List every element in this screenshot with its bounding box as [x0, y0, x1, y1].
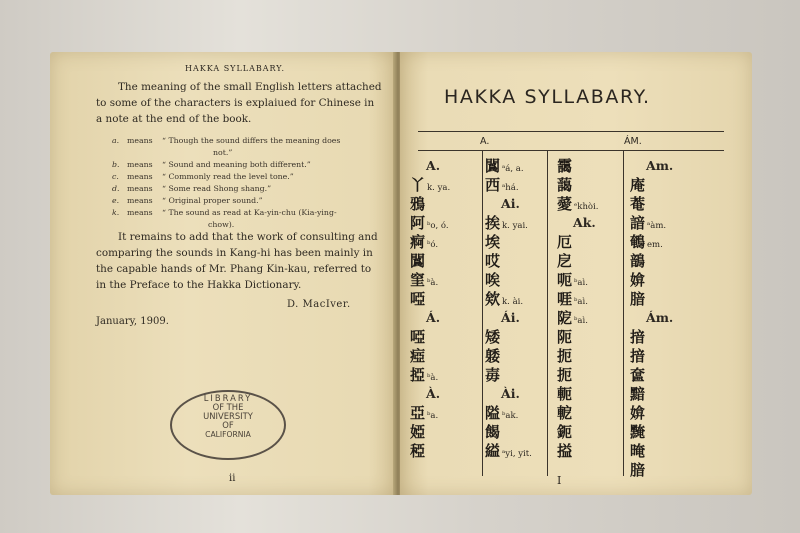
syllable-column-3 [557, 156, 598, 460]
chinese-character: 隘 [485, 404, 501, 422]
character-entry [557, 156, 598, 175]
signature: D. MacIver. [287, 299, 351, 310]
character-entry [630, 384, 673, 403]
chinese-character: 菴 [630, 195, 646, 213]
character-entry [630, 289, 673, 308]
column-divider [547, 150, 548, 476]
character-entry [557, 441, 598, 460]
character-entry [630, 213, 673, 232]
chinese-character: 啞 [410, 290, 426, 308]
chinese-character: 搤 [557, 442, 573, 460]
chinese-character: 奩 [630, 366, 646, 384]
chinese-character: 軶 [557, 404, 573, 422]
chinese-character: 阿 [410, 214, 426, 232]
intro-line-3: a note at the end of the book. [96, 113, 252, 125]
character-entry [485, 403, 532, 422]
character-entry [485, 441, 532, 460]
character-entry [630, 327, 673, 346]
character-entry [485, 289, 532, 308]
header-right: ÁM. [624, 136, 642, 147]
syllable-heading: Ak. [573, 215, 596, 230]
romanization: ᵉkhòi. [574, 202, 599, 212]
syllable-heading: Ài. [501, 386, 520, 401]
chinese-character: 鴉 [410, 195, 426, 213]
legend-means: means [127, 184, 153, 193]
character-entry [557, 308, 598, 327]
chinese-character: 藹 [557, 176, 573, 194]
character-entry [485, 175, 532, 194]
stamp-line: LIBRARY [203, 393, 253, 403]
chinese-character: 阸 [557, 309, 573, 327]
character-entry [485, 327, 532, 346]
romanization: ᵇak. [502, 411, 519, 421]
intro-line-1: The meaning of the small English letters attached [118, 81, 382, 93]
closing-line-2: comparing the sounds in Kang-hi has been mainly in [96, 247, 373, 259]
intro-line-2: to some of the characters is explaiued for Chinese in [96, 97, 375, 109]
character-entry [410, 422, 450, 441]
character-entry [485, 232, 532, 251]
closing-line-3: the capable hands of Mr. Phang Kin-kau, referred to [96, 263, 372, 275]
running-head: HAKKA SYLLABARY. [185, 64, 286, 73]
syllable-heading: À. [426, 386, 441, 401]
character-entry [630, 232, 673, 251]
character-entry [485, 346, 532, 365]
syllable-heading: A. [426, 158, 441, 173]
chinese-character: 媕 [630, 271, 646, 289]
stamp-line: OF THE [212, 402, 244, 412]
chinese-character: 鶕 [630, 252, 646, 270]
romanization: ᵃyi, yit. [502, 449, 532, 459]
character-entry [630, 346, 673, 365]
chinese-character: 婭 [410, 423, 426, 441]
romanization: ᵇà. [427, 373, 439, 383]
character-entry [557, 365, 598, 384]
character-entry [410, 213, 450, 232]
legend-means: means [127, 208, 153, 217]
stamp-line: CALIFORNIA [205, 430, 251, 439]
legend-letter: k. [112, 208, 120, 217]
character-entry [557, 270, 598, 289]
romanization: ᵃàm. [647, 221, 667, 231]
character-entry [557, 384, 598, 403]
character-entry [410, 251, 450, 270]
date: January, 1909. [96, 316, 169, 327]
romanization: em. [647, 240, 663, 250]
chinese-character: 厄 [557, 233, 573, 251]
character-entry [410, 365, 450, 384]
chinese-character: 毐 [485, 366, 501, 384]
chinese-character: 掗 [410, 366, 426, 384]
closing-line-1: It remains to add that the work of consulting and [118, 231, 378, 243]
chinese-character: 腤 [630, 290, 646, 308]
chinese-character: 靄 [557, 157, 573, 175]
legend-text: “ Commonly read the level tone.” [162, 172, 294, 181]
character-entry [557, 346, 598, 365]
character-entry [557, 403, 598, 422]
romanization: ᵇó. [427, 240, 439, 250]
character-entry [557, 422, 598, 441]
character-entry [410, 441, 450, 460]
chinese-character: 阨 [557, 328, 573, 346]
header-left: A. [480, 136, 490, 147]
library-stamp [170, 390, 286, 460]
legend-letter: e. [112, 196, 120, 205]
legend-text: “ Original proper sound.” [162, 196, 263, 205]
romanization: ᵇaì. [574, 297, 588, 307]
chinese-character: 扼 [557, 347, 573, 365]
romanization: ᵃá, a. [502, 164, 524, 174]
legend-means: means [127, 136, 153, 145]
legend-letter: d. [112, 184, 120, 193]
character-entry [630, 441, 673, 460]
chinese-character: 亞 [410, 404, 426, 422]
header-rule-top [418, 131, 724, 132]
legend-means: means [127, 196, 153, 205]
character-entry [630, 175, 673, 194]
chinese-character: 呃 [557, 271, 573, 289]
chinese-character: 扼 [557, 366, 573, 384]
chinese-character: 躷 [485, 347, 501, 365]
character-entry [557, 289, 598, 308]
chinese-character: 痾 [410, 233, 426, 251]
syllable-heading: Ai. [501, 196, 520, 211]
chinese-character: 哎 [485, 252, 501, 270]
romanization: k. ya. [427, 183, 451, 193]
chinese-character: 䦱 [410, 252, 426, 270]
syllable-column-2 [485, 156, 532, 460]
character-entry [410, 270, 450, 289]
character-entry [410, 346, 450, 365]
character-entry [485, 365, 532, 384]
character-entry [557, 194, 598, 213]
romanization: ᵇo, ó. [427, 221, 449, 231]
character-entry [630, 403, 673, 422]
chinese-character: 媕 [630, 404, 646, 422]
romanization: ᵇaì. [574, 316, 588, 326]
syllable-column-4 [630, 156, 673, 479]
legend-text: “ Some read Shong shang.” [162, 184, 272, 193]
chinese-character: 啀 [557, 290, 573, 308]
closing-line-4: in the Preface to the Hakka Dictionary. [96, 279, 302, 291]
chinese-character: 䦱 [485, 157, 501, 175]
chinese-character: 黤 [630, 423, 646, 441]
stamp-line: UNIVERSITY [203, 411, 253, 421]
chinese-character: 揞 [630, 328, 646, 346]
character-entry [410, 194, 450, 213]
character-entry [630, 194, 673, 213]
character-entry [557, 251, 598, 270]
character-entry [630, 422, 673, 441]
legend-text: chow). [208, 220, 235, 229]
character-entry [630, 460, 673, 479]
chinese-character: 欸 [485, 290, 501, 308]
syllable-column-1 [410, 156, 450, 460]
chinese-character: 鵪 [630, 233, 646, 251]
header-rule-bottom [418, 150, 724, 151]
character-entry [485, 213, 532, 232]
character-entry [485, 251, 532, 270]
character-entry [485, 156, 532, 175]
romanization: ᵇa. [427, 411, 439, 421]
legend-means: means [127, 160, 153, 169]
legend-means: means [127, 172, 153, 181]
chinese-character: 諳 [630, 214, 646, 232]
legend-letter: c. [112, 172, 119, 181]
romanization: ᵇà. [427, 278, 439, 288]
character-entry [630, 251, 673, 270]
character-entry [557, 175, 598, 194]
character-entry [410, 175, 450, 194]
syllable-heading: Ám. [646, 310, 674, 325]
stamp-line: OF [222, 420, 234, 430]
character-entry [410, 289, 450, 308]
character-entry [630, 365, 673, 384]
legend-text: “ Sound and meaning both different.” [162, 160, 311, 169]
chinese-character: 啞 [410, 328, 426, 346]
syllable-heading: Á. [426, 310, 441, 325]
chinese-character: 唉 [485, 271, 501, 289]
character-entry [557, 327, 598, 346]
chinese-character: 黯 [630, 385, 646, 403]
chinese-character: 稏 [410, 442, 426, 460]
chinese-character: 矮 [485, 328, 501, 346]
chinese-character: 戹 [557, 252, 573, 270]
character-entry [557, 232, 598, 251]
legend-text: “ Though the sound differs the meaning does [162, 136, 341, 145]
chinese-character: 丫 [410, 176, 426, 194]
character-entry [485, 422, 532, 441]
column-divider [623, 150, 624, 476]
chinese-character: 晻 [630, 442, 646, 460]
chinese-character: 縊 [485, 442, 501, 460]
chinese-character: 窐 [410, 271, 426, 289]
chinese-character: 西 [485, 176, 501, 194]
page-number-left: ii [229, 473, 236, 484]
chinese-character: 軛 [557, 385, 573, 403]
romanization: ᵃhá. [502, 183, 519, 193]
chinese-character: 挨 [485, 214, 501, 232]
chinese-character: 庵 [630, 176, 646, 194]
character-entry [410, 403, 450, 422]
chinese-character: 腤 [630, 461, 646, 479]
syllable-heading: Ái. [501, 310, 520, 325]
chinese-character: 埃 [485, 233, 501, 251]
chinese-character: 餲 [485, 423, 501, 441]
character-entry [410, 232, 450, 251]
romanization: k. yai. [502, 221, 528, 231]
legend-text: not.” [213, 148, 233, 157]
legend-text: “ The sound as read at Ka-yin-chu (Kia-ying- [162, 208, 337, 217]
character-entry [630, 270, 673, 289]
romanization: ᵇaì. [574, 278, 588, 288]
page-title: HAKKA SYLLABARY. [444, 86, 651, 108]
chinese-character: 揞 [630, 347, 646, 365]
chinese-character: 鈪 [557, 423, 573, 441]
romanization: k. ài. [502, 297, 524, 307]
character-entry [410, 327, 450, 346]
chinese-character: 薆 [557, 195, 573, 213]
legend-letter: b. [112, 160, 120, 169]
page-number-right: I [557, 474, 562, 487]
column-divider [482, 150, 483, 476]
syllable-heading: Am. [646, 158, 674, 173]
legend-letter: a. [112, 136, 120, 145]
character-entry [485, 270, 532, 289]
chinese-character: 瘂 [410, 347, 426, 365]
